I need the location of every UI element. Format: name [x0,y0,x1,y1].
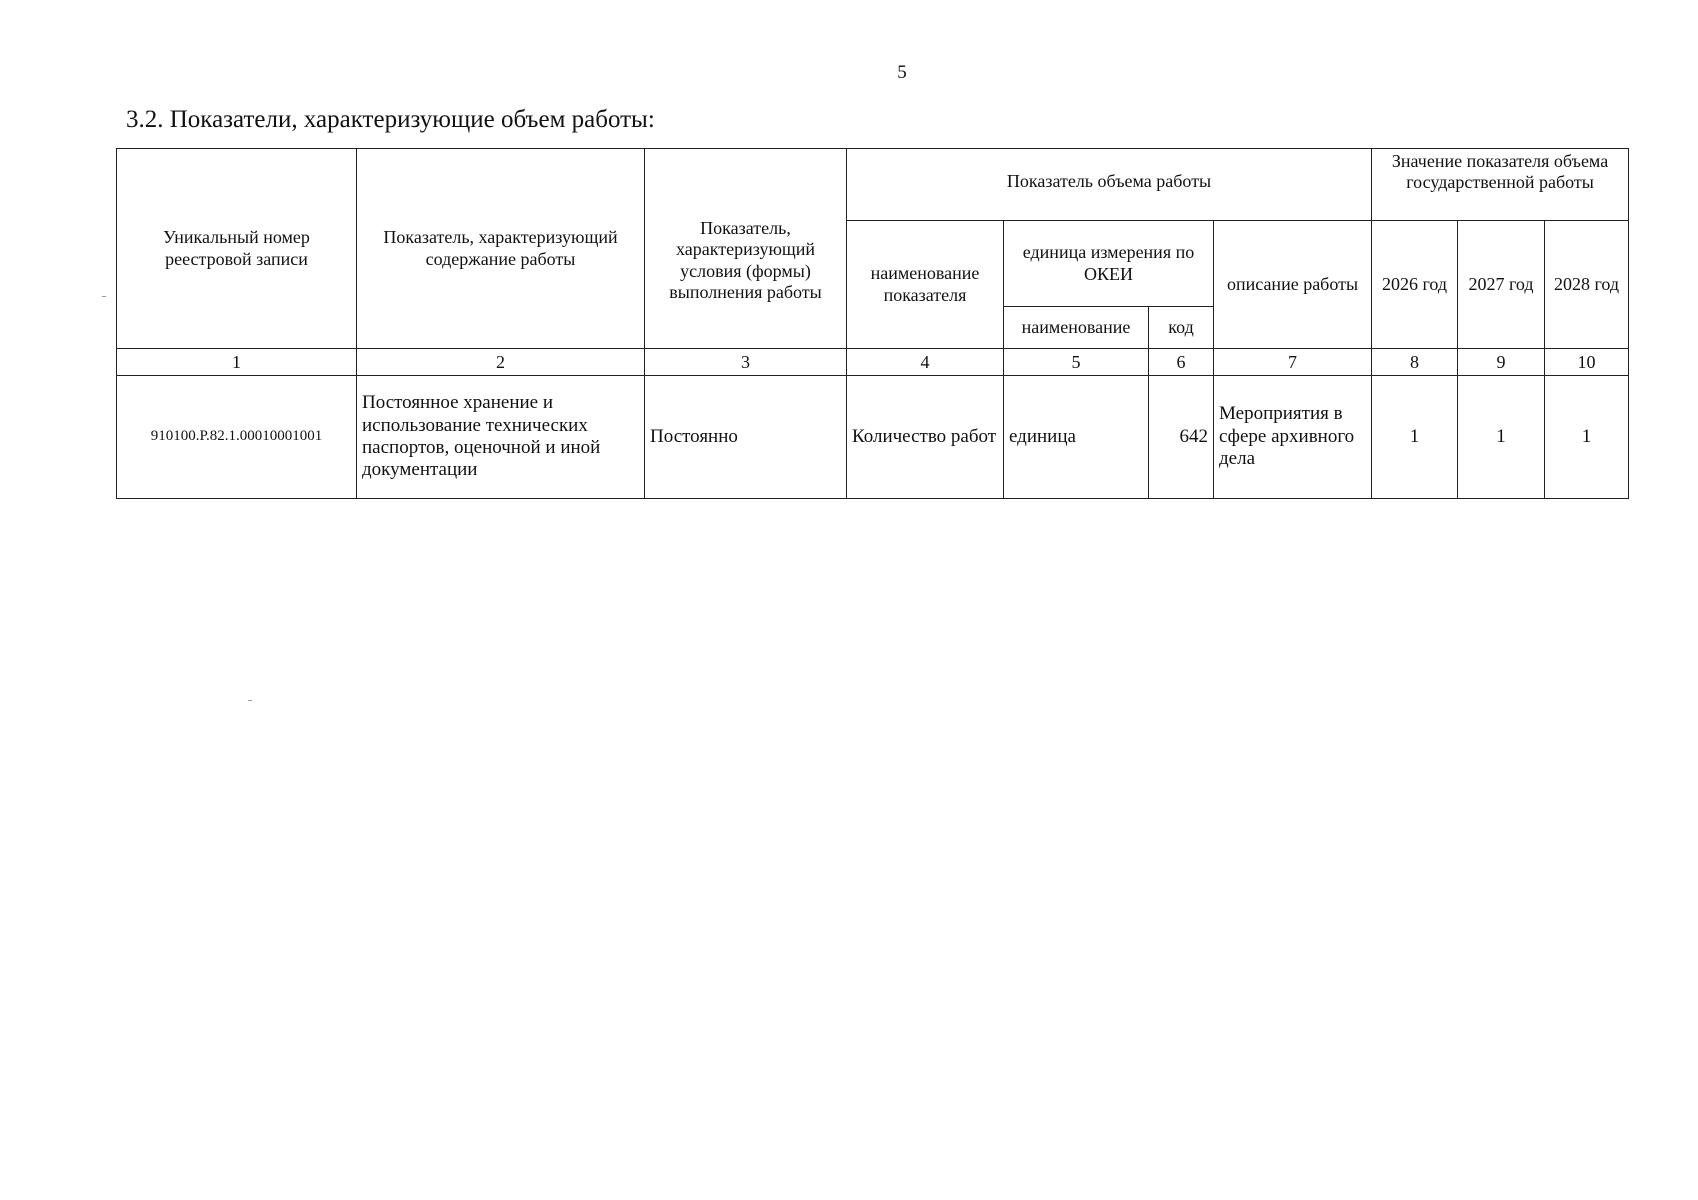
column-number: 8 [1372,349,1458,376]
column-number: 5 [1004,349,1149,376]
header-work-description: описание работы [1214,221,1372,349]
header-year-2026: 2026 год [1372,221,1458,349]
header-unit-code: код [1149,307,1214,349]
header-value-group: Значение показателя объема государственной работы [1372,149,1629,221]
column-number: 9 [1458,349,1545,376]
scan-artifact [248,700,252,701]
value-2027-cell: 1 [1458,376,1545,499]
value-2026-cell: 1 [1372,376,1458,499]
column-number: 3 [645,349,847,376]
column-number: 7 [1214,349,1372,376]
registry-number-cell: 910100.Р.82.1.00010001001 [117,376,357,499]
description-cell: Мероприятия в сфере архивного дела [1214,376,1372,499]
table-row [117,376,1629,499]
indicator-name-cell: Количество работ [847,376,1004,499]
column-number: 6 [1149,349,1214,376]
value-2028-cell: 1 [1545,376,1629,499]
header-volume-indicator: Показатель объема работы [847,149,1372,221]
unit-code-cell: 642 [1149,376,1214,499]
work-volume-table [116,148,1629,499]
header-year-2027: 2027 год [1458,221,1545,349]
section-title: 3.2. Показатели, характеризующие объем работы: [126,106,655,133]
header-content-indicator: Показатель, характеризующий содержание работы [357,149,645,349]
content-cell: Постоянное хранение и использование технических паспортов, оценочной и иной документации [357,376,645,499]
header-indicator-name: наименование показателя [847,221,1004,349]
header-row-1 [117,149,1629,221]
page-number: 5 [897,62,907,83]
header-year-2028: 2028 год [1545,221,1629,349]
column-number: 10 [1545,349,1629,376]
header-conditions-indicator: Показатель, характеризующий условия (формы) выполнения работы [645,149,847,349]
conditions-cell: Постоянно [645,376,847,499]
header-registry-number: Уникальный номер реестровой записи [117,149,357,349]
column-number: 1 [117,349,357,376]
header-okei-unit: единица измерения по ОКЕИ [1004,221,1214,307]
unit-name-cell: единица [1004,376,1149,499]
header-unit-name: наименование [1004,307,1149,349]
column-number: 4 [847,349,1004,376]
column-number: 2 [357,349,645,376]
column-number-row [117,349,1629,376]
scan-artifact [102,296,106,297]
